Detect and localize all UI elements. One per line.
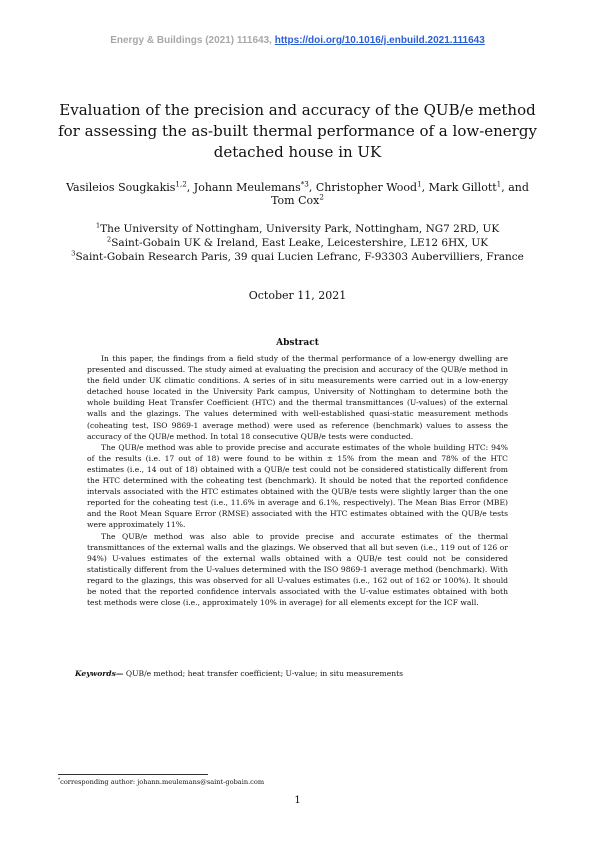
abstract-paragraph: In this paper, the findings from a field study of the thermal performance of a low-energy dwelling are presented and discussed. The study aimed at evaluating the precision and accuracy of the QUB/e method in the field under UK climatic conditions. A series of in situ measurements were carried out in a low-energy detached house located in the University Park campus, University of Nottingham to determine both the whole building Heat Transfer Coefficient (HTC) and the thermal transmittances (U-values) of the external walls and the glazings. The values determined with well-established quasi-static measurement methods (coheating test, ISO 9869-1 average method) were used as reference (benchmark) values to assess the accuracy of the QUB/e method. In total 18 consecutive QUB/e tests were conducted. (87, 354, 508, 441)
journal-header (0, 35, 595, 46)
author-name: Christopher Wood (315, 181, 418, 194)
author-name: Tom Cox (271, 194, 320, 207)
affiliation-list (55, 222, 540, 264)
footnote-text: corresponding author: johann.meulemans@saint-gobain.com (60, 778, 265, 786)
doi-link[interactable]: https://doi.org/10.1016/j.enbuild.2021.111643 (274, 35, 485, 46)
keywords (75, 668, 520, 679)
author-affiliation-mark: 1,2 (175, 179, 187, 189)
affiliation-text: The University of Nottingham, University Park, Nottingham, NG7 2RD, UK (100, 223, 500, 235)
paper-title: Evaluation of the precision and accuracy of the QUB/e method for assessing the as-built thermal performance of a low-energy detached house in UK (58, 101, 537, 161)
author-name: Vasileios Sougkakis (66, 181, 176, 194)
affiliation-text: Saint-Gobain UK & Ireland, East Leake, Leicestershire, LE12 6HX, UK (111, 237, 489, 249)
keywords-text: QUB/e method; heat transfer coefficient; U-value; in situ measurements (123, 669, 404, 678)
publication-date: October 11, 2021 (248, 289, 347, 302)
affiliation-mark: 3 (71, 249, 76, 258)
author-affiliation-mark: 2 (319, 192, 324, 202)
author-name: Mark Gillott (428, 181, 497, 194)
footnote-divider (58, 774, 208, 775)
affiliation-item (55, 236, 540, 250)
abstract-paragraph: The QUB/e method was able to provide precise and accurate estimates of the whole building HTC: 94% of the results (i.e. 17 out of 18) were found to be within ± 15% from the mean and 78% of the HTC estimates (i.e., 14 out of 18) obtained with a QUB/e test could not be considered statistically different from the HTC determined with the coheating test (benchmark). It should be noted that the reported confidence intervals associated with the HTC estimates obtained with the QUB/e tests were slightly larger than the one reported for the coheating test (i.e., 11.6% in average and 6.1%, respectively). The Mean Bias Error (MBE) and the Root Mean Square Error (RMSE) associated with the HTC estimates obtained with the QUB/e tests were approximately 11%. (87, 442, 508, 530)
footnote (58, 778, 264, 786)
affiliation-item (55, 222, 540, 236)
keywords-label: Keywords— (75, 669, 124, 678)
author-affiliation-mark: *3 (300, 179, 309, 189)
author-affiliation-mark: 1 (417, 179, 422, 189)
author-name: Johann Meulemans (193, 181, 301, 194)
abstract-heading: Abstract (276, 338, 319, 348)
abstract-body (87, 353, 508, 608)
affiliation-mark: 2 (106, 235, 112, 244)
journal-citation: Energy & Buildings (2021) 111643, (110, 35, 275, 46)
page-number: 1 (294, 795, 301, 806)
abstract-paragraph: The QUB/e method was also able to provide precise and accurate estimates of the thermal transmittances of the external walls and the glazings. We observed that all but seven (i.e., 119 out of 126 or 94%) U-values estimates of the external walls obtained with a QUB/e test could not be considered statistically different from the U-values determined with the ISO 9869-1 average method (benchmark). With regard to the glazings, this was observed for all U-values estimates (i.e., 162 out of 162 or 100%). It should be noted that the reported confidence intervals associated with the U-value estimates obtained with both test methods were close (i.e., approximately 10% in average) for all elements except for the ICF wall. (87, 531, 508, 608)
author-list: Vasileios Sougkakis$^{1,2}$, Johann Meulemans$^{*3}$, Christopher Wood$^1$, Mark Gillott$^1$, and Tom Cox$^2$ (66, 179, 529, 207)
affiliation-item (55, 250, 540, 264)
footnote-mark: * (58, 777, 61, 783)
affiliation-text: Saint-Gobain Research Paris, 39 quai Lucien Lefranc, F-93303 Aubervilliers, France (75, 251, 524, 263)
affiliation-mark: 1 (95, 221, 101, 230)
author-affiliation-mark: 1 (496, 179, 502, 189)
